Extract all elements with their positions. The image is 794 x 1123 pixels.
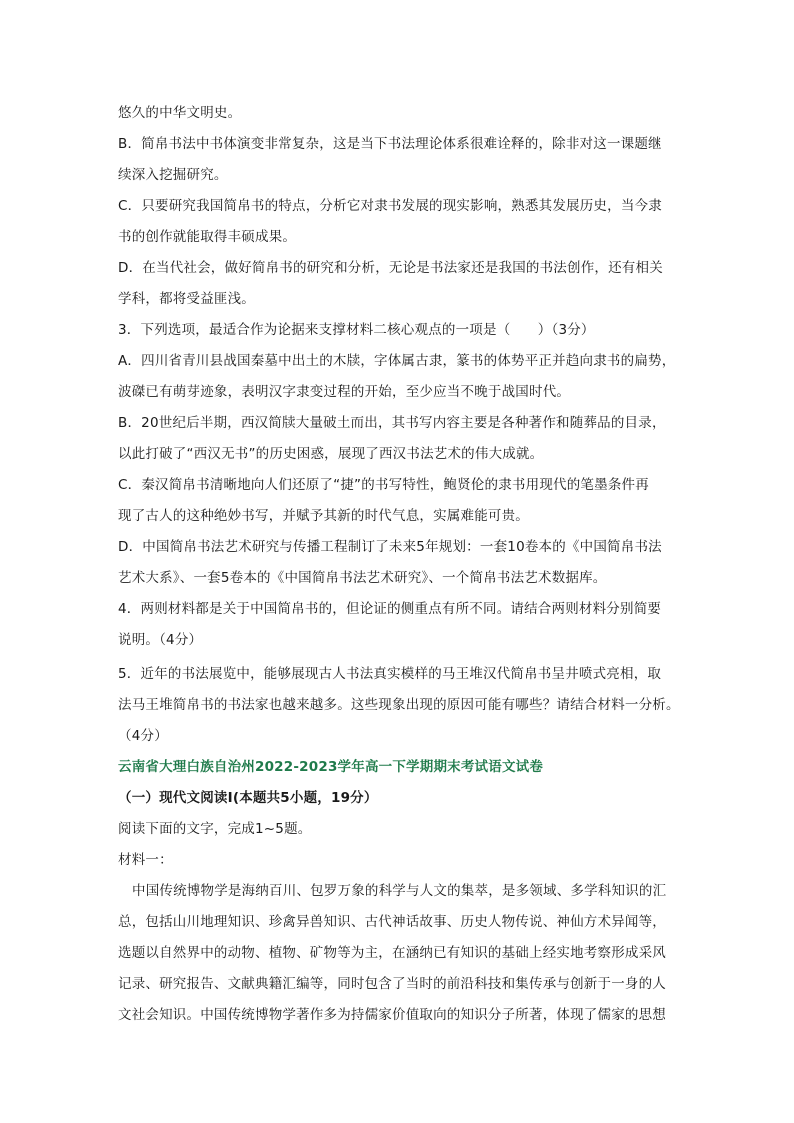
q3-option-b-line-1: B．20世纪后半期，西汉简牍大量破土而出，其书写内容主要是各种著作和随葬品的目录，: [118, 415, 666, 431]
passage-line-2: 总，包括山川地理知识、珍禽异兽知识、古代神话故事、历史人物传说、神仙方术异闻等，: [118, 914, 666, 930]
instruction: 阅读下面的文字，完成1~5题。: [118, 821, 312, 837]
question-4-line-2: 说明。（4分）: [118, 632, 203, 648]
question-3: 3．下列选项，最适合作为论据来支撑材料二核心观点的一项是（ ）（3分）: [118, 322, 595, 338]
passage-line-5: 文社会知识。中国传统博物学著作多为持儒家价值取向的知识分子所著，体现了儒家的思想: [118, 1007, 666, 1023]
option-d-line-2: 学科，都将受益匪浅。: [118, 291, 255, 307]
option-c-line-2: 书的创作就能取得丰硕成果。: [118, 229, 297, 245]
text-line: 悠久的中华文明史。: [118, 105, 242, 121]
q3-option-c-line-1: C．秦汉简帛书清晰地向人们还原了“捷”的书写特性，鲍贤伦的隶书用现代的笔墨条件再: [118, 477, 649, 493]
question-5-line-2: 法马王堆简帛书的书法家也越来越多。这些现象出现的原因可能有哪些？请结合材料一分析。: [118, 697, 680, 713]
q3-option-d-line-2: 艺术大系》、一套5卷本的《中国简帛书法艺术研究》、一个简帛书法艺术数据库。: [118, 570, 607, 586]
material-label: 材料一：: [118, 852, 173, 868]
q3-option-a-line-1: A．四川省青川县战国秦墓中出土的木牍，字体属古隶，篆书的体势平正并趋向隶书的扁势，: [118, 353, 676, 369]
option-b-line-2: 续深入挖掘研究。: [118, 167, 228, 183]
option-d-line-1: D．在当代社会，做好简帛书的研究和分析，无论是书法家还是我国的书法创作，还有相关: [118, 260, 663, 276]
option-c-line-1: C．只要研究我国简帛书的特点，分析它对隶书发展的现实影响，熟悉其发展历史，当今隶: [118, 198, 662, 214]
section-heading: （一）现代文阅读I(本题共5小题，19分）: [118, 790, 378, 806]
question-4-line-1: 4．两则材料都是关于中国简帛书的，但论证的侧重点有所不同。请结合两则材料分别简要: [118, 601, 662, 617]
q3-option-a-line-2: 波磔已有萌芽迹象，表明汉字隶变过程的开始，至少应当不晚于战国时代。: [118, 384, 571, 400]
exam-title: 云南省大理白族自治州2022-2023学年高一下学期期末考试语文试卷: [118, 759, 544, 775]
passage-line-3: 选题以自然界中的动物、植物、矿物等为主，在涵纳已有知识的基础上经实地考察形成采风: [118, 945, 666, 961]
passage-line-4: 记录、研究报告、文献典籍汇编等，同时包含了当时的前沿科技和集传承与创新于一身的人: [118, 976, 666, 992]
q3-option-b-line-2: 以此打破了“西汉无书”的历史困惑，展现了西汉书法艺术的伟大成就。: [118, 446, 544, 462]
question-5-line-3: （4分）: [118, 728, 168, 744]
q3-option-c-line-2: 现了古人的这种绝妙书写，并赋予其新的时代气息，实属难能可贵。: [118, 508, 529, 524]
option-b-line-1: B．简帛书法中书体演变非常复杂，这是当下书法理论体系很难诠释的，除非对这一课题继: [118, 136, 662, 152]
passage-line-1: 中国传统博物学是海纳百川、包罗万象的科学与人文的集萃，是多领域、多学科知识的汇: [132, 883, 667, 899]
q3-option-d-line-1: D．中国简帛书法艺术研究与传播工程制订了未来5年规划：一套10卷本的《中国简帛书法: [118, 539, 662, 555]
question-5-line-1: 5．近年的书法展览中，能够展现古人书法真实模样的马王堆汉代简帛书呈井喷式亮相，取: [118, 666, 662, 682]
